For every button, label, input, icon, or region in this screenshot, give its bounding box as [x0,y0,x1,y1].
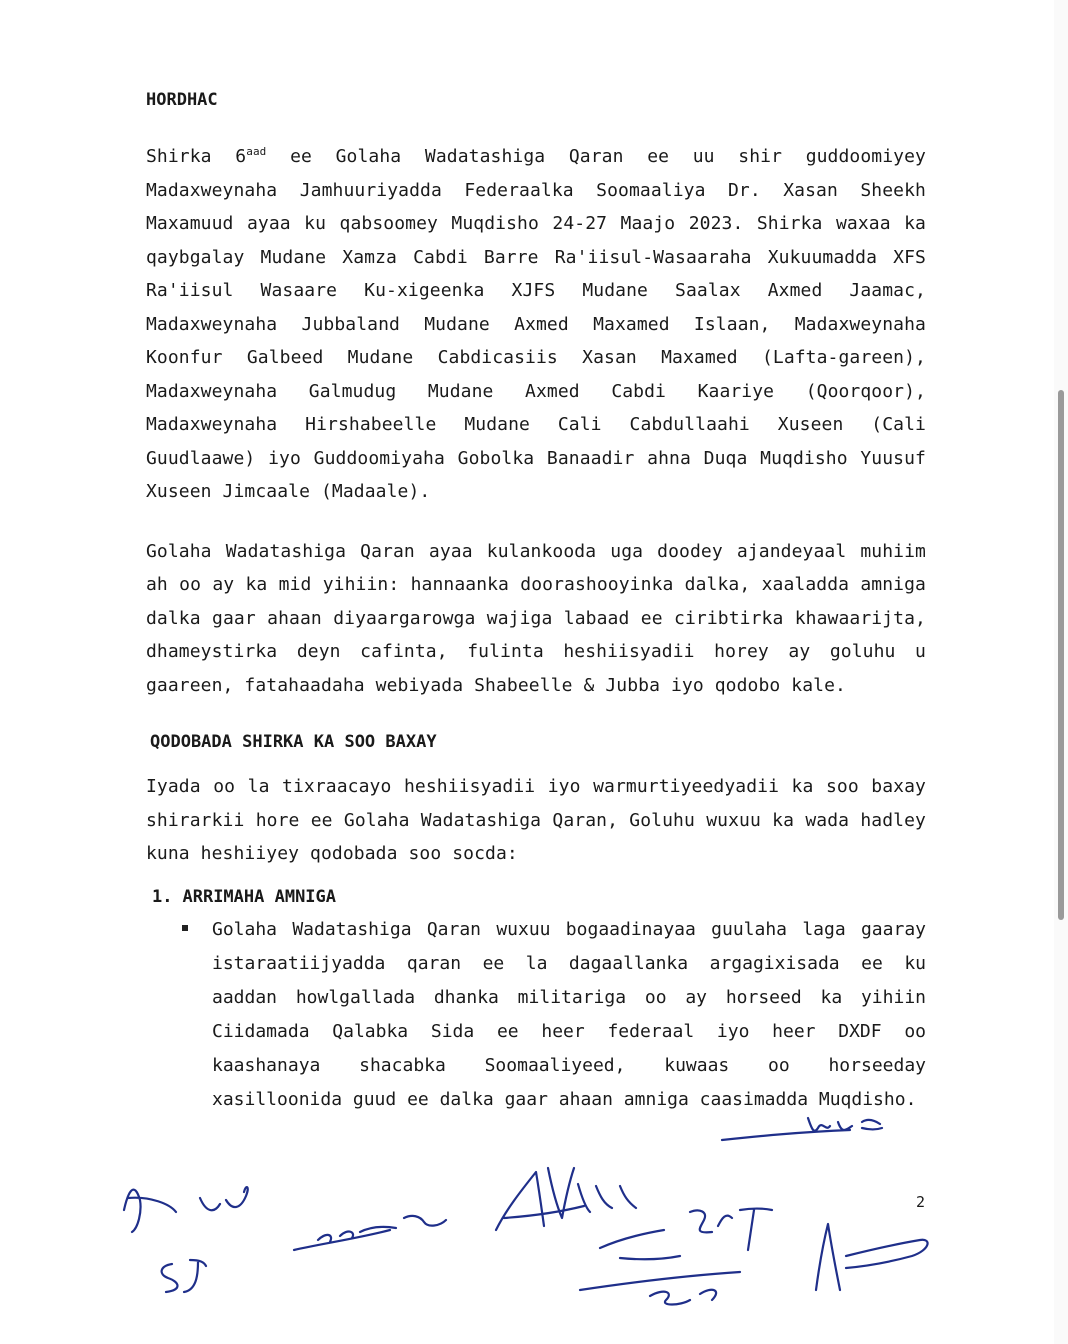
intro-p1-rest: ee Golaha Wadatashiga Qaran ee uu shir guddoomiyey Madaxweynaha Jamhuuriyadda Federaalka Soomaaliya Dr. Xasan Sheekh Maxamuud ayaa ku qabsoomey Muqdisho 24-27 Maajo 2023. Shirka waxaa ka qaybgalay Mudane Xamza Cabdi Barre Ra'iisul-Wasaaraha Xukuumadda XFS Ra'iisul Wasaare Ku-xigeenka XJFS Mudane Saalax Axmed Jaamac, Madaxweynaha Jubbaland Mudane Axmed Maxamed Islaan, Madaxweynaha Koonfur Galbeed Mudane Cabdicasiis Xasan Maxamed (Lafta-gareen), Madaxweynaha Galmudug Mudane Axmed Cabdi Kaariye (Qoorqoor), Madaxweynaha Hirshabeelle Mudane Cali Cabdullaahi Xuseen (Cali Guudlaawe) iyo Guddoomiyaha Gobolka Banaadir ahna Duqa Muqdisho Yuusuf Xuseen Jimcaale (Madaale). [146,146,926,502]
signature-date [580,1209,772,1305]
signatures-area [0,1100,1068,1344]
intro-paragraph-2: Golaha Wadatashiga Qaran ayaa kulankooda uga doodey ajandeyaal muhiim ah oo ay ka mid yihiin: hannaanka doorashooyinka dalka, xaaladda amniga dalka gaar ahaan diyaargarowga wajiga labaad ee ciribtirka khawaarijta, dhameystirka deyn cafinta, fulinta heshiisyadii horey ay goluhu u gaareen, fatahaadaha webiyada Shabeelle & Jubba iyo qodobo kale. [146,540,926,696]
signature-1 [124,1187,248,1232]
section-heading-security [152,887,926,907]
section-number: 1. [152,886,173,907]
outcomes-paragraph: Iyada oo la tixraacayo heshiisyadii iyo warmurtiyeedyadii ka soo baxay shirarkii hore ee Golaha Wadatashiga Qaran, Goluhu wuxuu ka wada hadley kuna heshiiyey qodobada soo socda: [146,776,926,864]
ordinal-superscript: aad [246,145,267,158]
intro-heading: HORDHAC [146,90,218,110]
scrollbar-thumb[interactable] [1058,390,1064,920]
signature-3 [496,1168,636,1230]
document-body [146,90,926,1117]
bullet-square-icon [182,925,188,931]
page-number: 2 [916,1193,926,1211]
bullet-text: Golaha Wadatashiga Qaran wuxuu bogaadinayaa guulaha laga gaaray istaraatiijyadda qaran ee la dagaallanka argagixisada ee ku aaddan howlgallada dhanka militariga oo ay horseed ka yihiin Ciidamada Qalabka Sida ee heer federaal iyo heer DXDF oo kaashanaya shacabka Soomaaliyeed, kuwaas oo horseeday xasilloonida guud ee dalka gaar ahaan amniga caasimadda Muqdisho. [212,918,926,1110]
scrollbar-track[interactable] [1054,0,1068,1344]
signature-4 [816,1224,928,1290]
intro-p1-start: Shirka 6 [146,146,247,167]
list-item [146,913,926,1117]
signature-2 [294,1216,446,1250]
outcomes-heading: QODOBADA SHIRKA KA SOO BAXAY [150,732,437,752]
signature-initials [162,1260,206,1292]
intro-paragraph-1 [146,140,926,509]
signature-top-right [722,1118,882,1140]
section-title: ARRIMAHA AMNIGA [182,886,337,907]
